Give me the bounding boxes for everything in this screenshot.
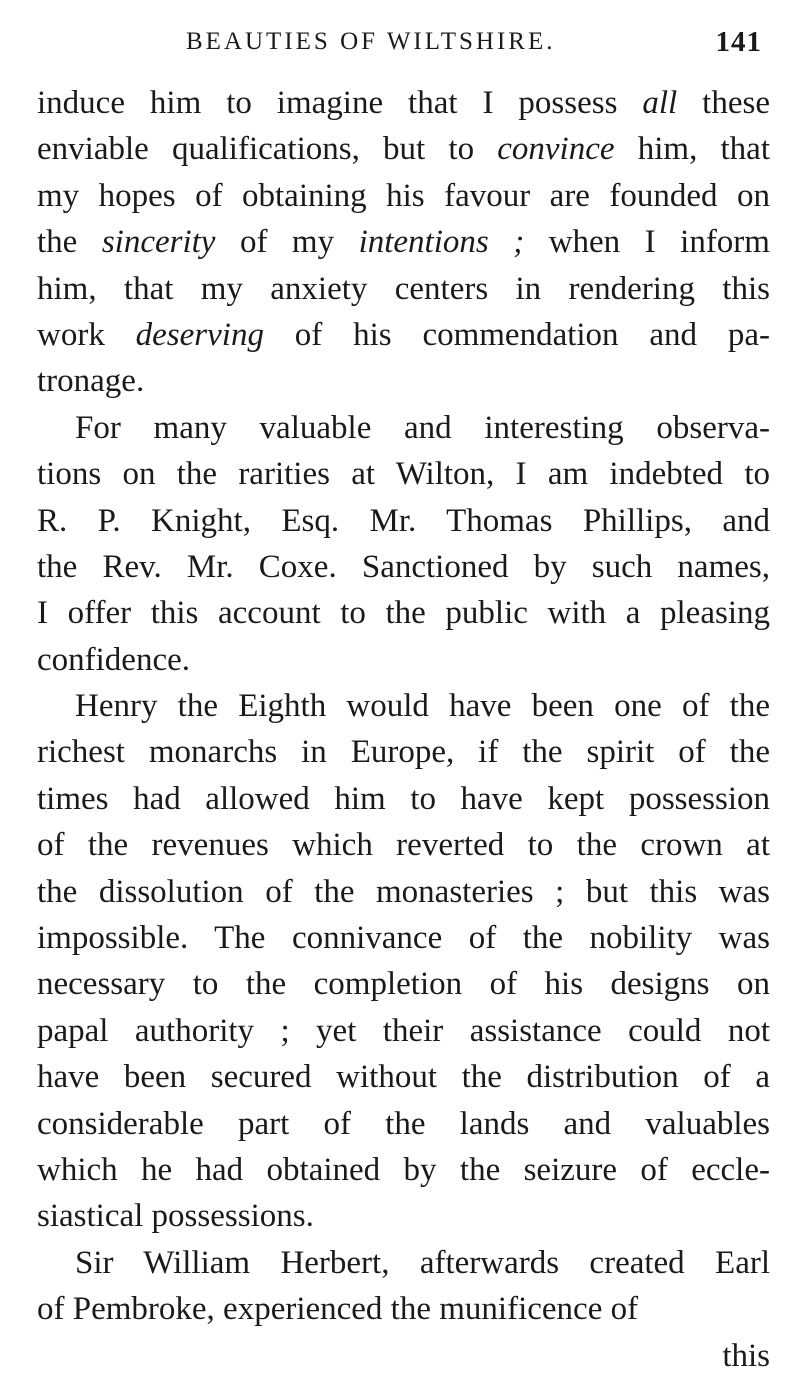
italic-text: intentions ; xyxy=(358,224,525,261)
text-line xyxy=(37,637,770,683)
catchword: this xyxy=(722,1337,770,1374)
text-span: the dissolution of the monasteries ; but this was xyxy=(37,873,770,910)
text-line xyxy=(37,915,770,961)
paragraph xyxy=(37,683,770,1240)
text-line xyxy=(37,1054,770,1100)
text-span: the Rev. Mr. Coxe. Sanctioned by such names, xyxy=(37,548,770,585)
text-span: when I inform xyxy=(524,224,770,261)
text-span: considerable part of the lands and valuables xyxy=(37,1105,770,1142)
text-line xyxy=(37,776,770,822)
text-span: him, that xyxy=(614,131,770,168)
text-line xyxy=(37,358,770,404)
text-span: induce him to imagine that I possess xyxy=(37,85,643,121)
text-span: enviable qualifications, but to xyxy=(37,131,498,168)
text-line xyxy=(37,498,770,544)
text-span: times had allowed him to have kept possession xyxy=(37,780,770,817)
text-span: these xyxy=(677,85,770,121)
text-line xyxy=(37,1147,770,1193)
text-span: papal authority ; yet their assistance could not xyxy=(37,1012,770,1049)
paragraph xyxy=(37,1240,770,1333)
body-text xyxy=(37,80,770,1379)
text-line xyxy=(37,1101,770,1147)
italic-text: deserving xyxy=(135,316,264,353)
text-line xyxy=(37,1240,770,1286)
text-line xyxy=(37,80,770,126)
text-line xyxy=(37,869,770,915)
text-span: tronage. xyxy=(37,363,145,400)
text-span: have been secured without the distribution of a xyxy=(37,1059,770,1096)
text-line xyxy=(37,1008,770,1054)
text-line xyxy=(37,544,770,590)
page-header xyxy=(0,24,800,64)
text-span: of the revenues which reverted to the crown at xyxy=(37,827,770,864)
page-number: 141 xyxy=(715,26,762,58)
text-line xyxy=(37,266,770,312)
text-span: work xyxy=(37,316,136,353)
running-head: BEAUTIES OF WILTSHIRE. xyxy=(186,28,556,55)
text-line xyxy=(37,173,770,219)
text-span: For many valuable and interesting observa- xyxy=(75,409,770,446)
text-span: him, that my anxiety centers in rendering this xyxy=(37,270,770,307)
text-line xyxy=(37,683,770,729)
text-line xyxy=(37,126,770,172)
text-line xyxy=(37,961,770,1007)
text-span: necessary to the completion of his designs on xyxy=(37,966,770,1003)
italic-text: convince xyxy=(497,131,615,168)
text-line xyxy=(37,1193,770,1239)
text-span: R. P. Knight, Esq. Mr. Thomas Phillips, and xyxy=(37,502,770,539)
text-line xyxy=(37,822,770,868)
text-line xyxy=(37,312,770,358)
text-span: Sir William Herbert, afterwards created Earl xyxy=(75,1244,770,1281)
text-span: of Pembroke, experienced the munificence of xyxy=(37,1291,639,1328)
text-line xyxy=(37,1286,770,1332)
text-span: of my xyxy=(215,224,359,261)
paragraph xyxy=(37,80,770,405)
text-span: siastical possessions. xyxy=(37,1198,314,1235)
text-span: of his commendation and pa- xyxy=(263,316,770,353)
italic-text: sincerity xyxy=(101,224,216,261)
paragraph xyxy=(37,405,770,683)
text-span: confidence. xyxy=(37,641,190,678)
text-line xyxy=(37,451,770,497)
text-span: impossible. The connivance of the nobility was xyxy=(37,920,770,957)
text-span: tions on the rarities at Wilton, I am indebted to xyxy=(37,456,770,493)
text-span: my hopes of obtaining his favour are founded on xyxy=(37,177,770,214)
text-span: the xyxy=(37,224,102,261)
text-line xyxy=(37,405,770,451)
text-span: which he had obtained by the seizure of eccle- xyxy=(37,1151,770,1188)
text-line xyxy=(37,219,770,265)
text-span: I offer this account to the public with a pleasing xyxy=(37,595,770,632)
italic-text: all xyxy=(642,85,678,121)
text-line xyxy=(37,590,770,636)
text-span: Henry the Eighth would have been one of the xyxy=(75,688,770,725)
text-line xyxy=(37,729,770,775)
text-span: richest monarchs in Europe, if the spirit of the xyxy=(37,734,770,771)
